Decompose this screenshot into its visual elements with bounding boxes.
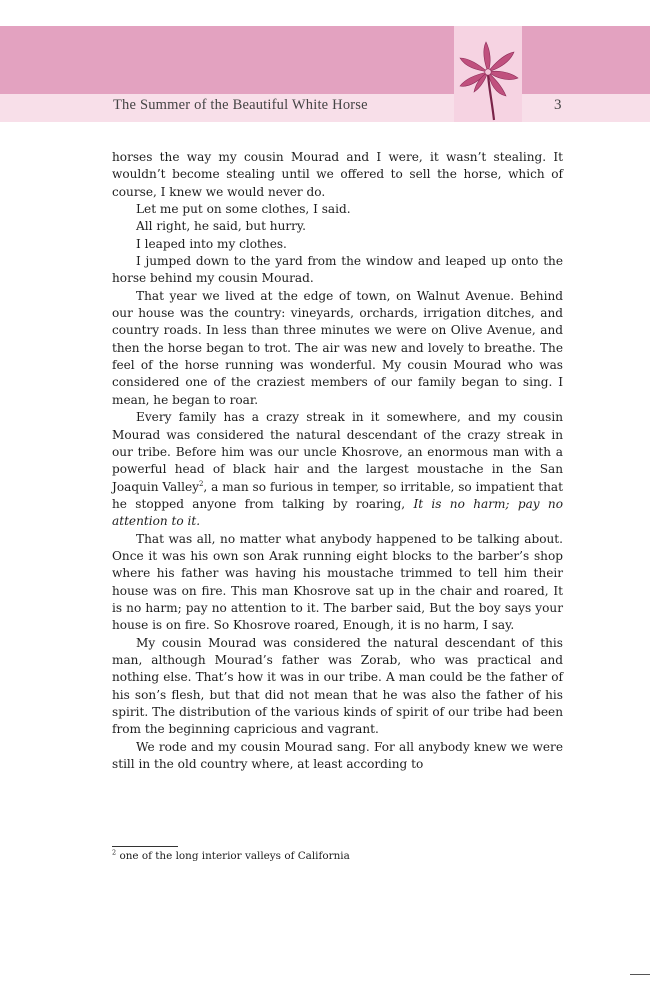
- paragraph: That was all, no matter what anybody happened to be talking about. Once it was his own son Arak running eight blocks to the barber’s shop where his father was having his moustache trimmed to tell him their house was on fire. This man Khosrove sat up in the chair and roared, It is no harm; pay no attention to it. The barber said, But the boy says your house is on fire. So Khosrove roared, Enough, it is no harm, I say.: [112, 531, 563, 633]
- header-ornament: [454, 26, 522, 122]
- paragraph-text: , a man so furious in temper, so irritable, so impatient that he stopped anyone from talking by roaring,: [112, 479, 563, 511]
- footnote: [112, 850, 350, 862]
- paragraph: I leaped into my clothes.: [136, 236, 287, 251]
- story-body: [112, 149, 563, 773]
- paragraph: Let me put on some clothes, I said.: [136, 202, 351, 217]
- footnote-ref: 2: [198, 479, 204, 488]
- flower-ornament-icon: [454, 26, 522, 122]
- paragraph: That year we lived at the edge of town, on Walnut Avenue. Behind our house was the country: vineyards, orchards, irrigation ditches, and country roads. In less than three minutes we were on Olive Avenue, and then the horse began to trot. The air was new and lovely to breathe. The feel of the horse running was wonderful. My cousin Mourad who was considered one of the craziest members of our family began to sing. I mean, he began to roar.: [112, 288, 563, 407]
- paragraph: We rode and my cousin Mourad sang. For all anybody knew we were still in the old country where, at least according to: [112, 739, 563, 772]
- paragraph: horses the way my cousin Mourad and I were, it wasn’t stealing. It wouldn’t become stealing until we offered to sell the horse, which of course, I knew we would never do.: [112, 150, 563, 199]
- paragraph: My cousin Mourad was considered the natural descendant of this man, although Mourad’s father was Zorab, who was practical and nothing else. That’s how it was in our tribe. A man could be the father of his son’s flesh, but that did not mean that he was also the father of his spirit. The distribution of the various kinds of spirit of our tribe had been from the beginning capricious and vagrant.: [112, 635, 563, 737]
- corner-mark: [630, 974, 650, 975]
- paragraph-text: Every family has a crazy streak in it somewhere, and my cousin Mourad was considered the natural descendant of the crazy streak in our tribe. Before him was our uncle Khosrove, an enormous man with a powerful head of black hair and the largest moustache in the San Joaquin Valley: [112, 410, 563, 494]
- paragraph: All right, he said, but hurry.: [136, 219, 306, 234]
- footnote-rule: [112, 846, 178, 847]
- paragraph: I jumped down to the yard from the window and leaped up onto the horse behind my cousin Mourad.: [112, 254, 563, 286]
- page-number: 3: [554, 97, 562, 113]
- running-title: The Summer of the Beautiful White Horse: [113, 97, 368, 113]
- footnote-text: one of the long interior valleys of California: [116, 850, 350, 862]
- italic-quote: It is no harm; pay no attention to it.: [112, 496, 563, 529]
- footnote-marker: 2: [112, 848, 117, 857]
- header-band: [0, 26, 650, 94]
- paragraph: [112, 409, 563, 530]
